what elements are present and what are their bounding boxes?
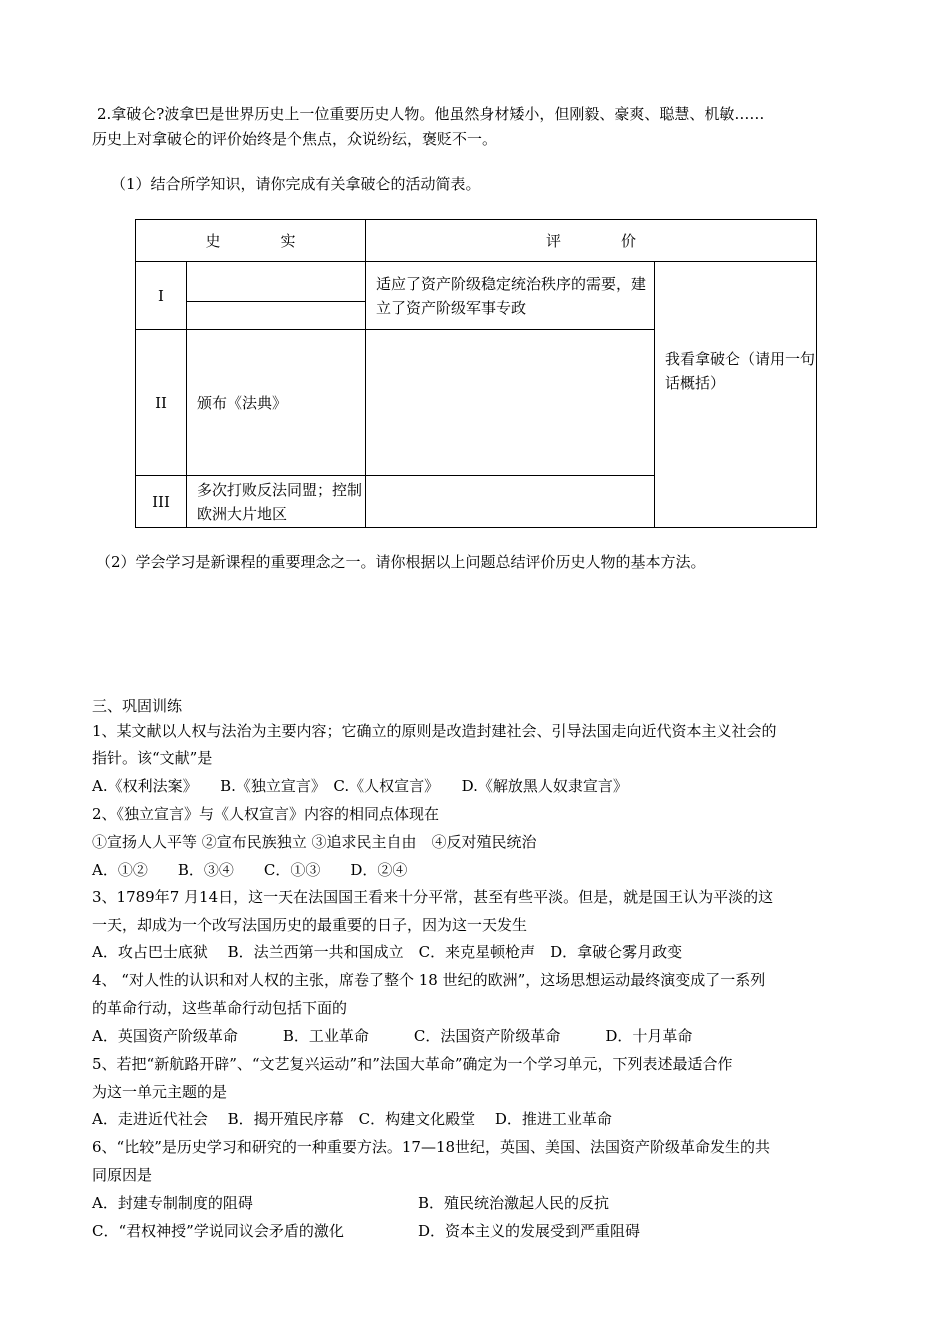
q2-part1-prompt: （1）结合所学知识，请你完成有关拿破仑的活动简表。 xyxy=(111,175,481,193)
header-evaluation: 评 价 xyxy=(366,220,817,262)
q4-line2: 的革命行动，这些革命行动包括下面的 xyxy=(92,999,348,1017)
q2-items: ①宣扬人人平等 ②宣布民族独立 ③追求民主自由 ④反对殖民统治 xyxy=(92,833,537,851)
q5-options: A．走进近代社会 B．揭开殖民序幕 C．构建文化殿堂 D．推进工业革命 xyxy=(92,1110,612,1128)
row1-fact-cell-a[interactable] xyxy=(187,262,366,302)
q6-line1: 6、“比较”是历史学习和研究的一种重要方法。17—18世纪，英国、美国、法国资产阶级革命发生的共 xyxy=(92,1138,771,1156)
q1-options: A.《权利法案》 B.《独立宣言》 C.《人权宣言》 D.《解放黑人奴隶宣言》 xyxy=(92,777,628,795)
q6-option-c: C．“君权神授”学说同议会矛盾的激化 xyxy=(92,1222,344,1240)
q3-options: A．攻占巴士底狱 B．法兰西第一共和国成立 C．来克星顿枪声 D．拿破仑雾月政变 xyxy=(92,943,683,961)
q5-line1: 5、若把“新航路开辟”、“文艺复兴运动”和”法国大革命”确定为一个学习单元，下列表述最适合作 xyxy=(92,1055,733,1073)
row1-evaluation: 适应了资产阶级稳定统治秩序的需要，建立了资产阶级军事专政 xyxy=(366,262,655,330)
q2-intro-line2: 历史上对拿破仑的评价始终是个焦点，众说纷纭，褒贬不一。 xyxy=(92,130,498,148)
q3-line1: 3、1789年7 月14日，这一天在法国国王看来十分平常，甚至有些平淡。但是，就是国王认为平淡的这 xyxy=(92,888,774,906)
q1-line2: 指针。该“文献”是 xyxy=(92,749,213,767)
q3-line2: 一天，却成为一个改写法国历史的最重要的日子，因为这一天发生 xyxy=(92,916,528,934)
q6-line2: 同原因是 xyxy=(92,1166,153,1184)
q2-line1: 2、《独立宣言》与《人权宣言》内容的相同点体现在 xyxy=(92,805,440,823)
row-label-3: III xyxy=(136,476,187,528)
row1-fact-cell-b[interactable] xyxy=(187,302,366,330)
row-label-1: I xyxy=(136,262,187,330)
overall-evaluation[interactable]: 我看拿破仑（请用一句话概括） xyxy=(655,262,817,528)
row2-evaluation[interactable] xyxy=(366,330,655,476)
q2-options: A．①② B．③④ C．①③ D．②④ xyxy=(92,861,408,879)
row-label-2: II xyxy=(136,330,187,476)
q4-line1: 4、 “对人性的认识和对人权的主张，席卷了整个 18 世纪的欧洲”，这场思想运动最终演变成了一系列 xyxy=(92,971,766,989)
q6-option-d: D．资本主义的发展受到严重阻碍 xyxy=(418,1222,641,1240)
row2-fact: 颁布《法典》 xyxy=(187,330,366,476)
section3-title: 三、巩固训练 xyxy=(92,697,183,715)
q1-line1: 1、某文献以人权与法治为主要内容；它确立的原则是改造封建社会、引导法国走向近代资本主义社会的 xyxy=(92,722,777,740)
q2-part2-prompt: （2）学会学习是新课程的重要理念之一。请你根据以上问题总结评价历史人物的基本方法。 xyxy=(96,553,706,571)
q6-option-b: B．殖民统治激起人民的反抗 xyxy=(418,1194,610,1212)
napoleon-activity-table xyxy=(135,219,817,528)
row3-fact: 多次打败反法同盟；控制欧洲大片地区 xyxy=(187,476,366,528)
q5-line2: 为这一单元主题的是 xyxy=(92,1083,228,1101)
row3-evaluation[interactable] xyxy=(366,476,655,528)
q4-options: A．英国资产阶级革命 B．工业革命 C．法国资产阶级革命 D．十月革命 xyxy=(92,1027,693,1045)
q6-option-a: A．封建专制制度的阻碍 xyxy=(92,1194,253,1212)
header-facts: 史 实 xyxy=(136,220,366,262)
q2-intro-line1: 2.拿破仑?波拿巴是世界历史上一位重要历史人物。他虽然身材矮小，但刚毅、豪爽、聪慧、机敏…… xyxy=(97,105,765,123)
